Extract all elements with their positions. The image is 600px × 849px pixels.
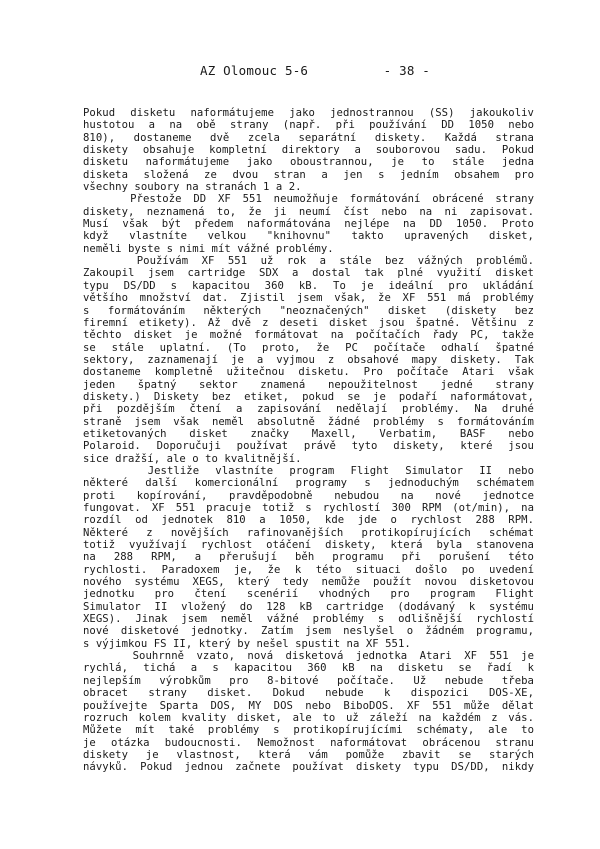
text-line: většího množství dat. Zjistil jsem však, že XF 551 má problémy xyxy=(83,292,534,305)
text-line: straně jsem však neměl absolutně žádné problémy s formátováním xyxy=(83,415,534,428)
text-line: Musí však být předem naformátována nejlépe na DD 1050. Proto xyxy=(83,218,534,231)
text-line: je otázka budoucnosti. Nemožnost naformátovat obrácenou stranu xyxy=(83,736,534,749)
text-line: při pozdějším čtení a zapisování nedělají problémy. Na druhé xyxy=(83,403,534,416)
text-line: používejte Sparta DOS, MY DOS nebo BiboDOS. XF 551 může dělat xyxy=(83,699,534,712)
text-line: typu DS/DD s kapacitou 360 kB. To je ideální pro ukládání xyxy=(83,279,534,292)
text-line: obracet strany disket. Dokud nebude k dispozici DOS-XE, xyxy=(83,687,534,700)
text-line: všechny soubory na stranách 1 a 2. xyxy=(83,181,302,194)
text-line: když vlastníte velkou "knihovnu" takto upravených disket, xyxy=(83,230,534,243)
text-line: neměli byste s nimi mít vážné problémy. xyxy=(83,242,334,255)
text-line: disketu naformátujeme jako oboustrannou, je to stále jedna xyxy=(83,156,534,169)
text-line: diskety obsahuje kompletní direktory a souborovou sadu. Pokud xyxy=(83,144,534,157)
text-line: s výjimkou FS II, který by nešel spustit na XF 551. xyxy=(83,637,411,650)
page-number: - 38 - xyxy=(383,63,430,78)
text-line: nejlepším výrobkům pro 8-bitové počítače. Už nebude třeba xyxy=(83,674,534,687)
text-line: XEGS). Jinak jsem neměl vážné problémy s odlišnější rychlostí xyxy=(83,613,534,626)
text-line: Souhrnně vzato, nová disketová jednotka Atari XF 551 je xyxy=(83,650,534,663)
text-line: rozruch kolem kvality disket, ale to už záleží na každém z vás. xyxy=(83,711,534,724)
text-line: hustotou a na obě strany (např. při používání DD 1050 nebo xyxy=(83,119,534,132)
text-line: s formátováním některých "neoznačených" disket (diskety bez xyxy=(83,304,534,317)
text-line: Přestože DD XF 551 neumožňuje formátování obrácené strany xyxy=(83,193,534,206)
text-line: na 288 RPM, a přerušují běh programu při porušení této xyxy=(83,551,534,564)
text-line: diskety je vlastnost, která vám pomůže zbavit se starých xyxy=(83,748,534,761)
text-line: rychlá, tichá a s kapacitou 360 kB na disketu se řadí k xyxy=(83,662,534,675)
page-header xyxy=(200,63,430,78)
text-line: dostaneme kompletně užitečnou disketu. Pro počítače Atari však xyxy=(83,366,534,379)
text-line: některé další komercionální programy s jednoduchým schématem xyxy=(83,477,534,490)
text-line: jeden špatný sektor znamená nepoužitelnost jedné strany xyxy=(83,378,534,391)
text-line: těchto disket je možné formátovat na počítačích řady PC, takže xyxy=(83,329,534,342)
text-line: nového systému XEGS, který tedy nemůže použít novou disketovou xyxy=(83,576,534,589)
text-line: návyků. Pokud jednou začnete používat diskety typu DS/DD, nikdy xyxy=(83,761,534,774)
text-line: jednotku pro čtení scenérií vhodných pro program Flight xyxy=(83,588,534,601)
text-line: diskety.) Diskety bez etiket, pokud se je podaří naformátovat, xyxy=(83,390,534,403)
text-line: Polaroid. Doporučuji používat právě tyto diskety, které jsou xyxy=(83,440,534,453)
text-line: rozdíl od jednotek 810 a 1050, kde jde o rychlost 288 RPM. xyxy=(83,514,534,527)
text-line: Simulator II vložený do 128 kB cartridge (dodávaný k systému xyxy=(83,600,534,613)
text-line: se stále uplatní. (To proto, že PC počítače odhalí špatné xyxy=(83,341,534,354)
text-line: Zakoupil jsem cartridge SDX a dostal tak plné využití disket xyxy=(83,267,534,280)
text-line: firemní etikety). Až dvě z deseti disket jsou špatné. Většinu z xyxy=(83,316,534,329)
article-body xyxy=(83,107,534,774)
header-source: AZ Olomouc 5-6 xyxy=(200,63,309,78)
text-line: disketa složená ze dvou stran a jen s jedním obsahem pro xyxy=(83,168,534,181)
text-line: diskety, neznamená to, že ji neumí číst nebo na ni zapisovat. xyxy=(83,205,534,218)
text-line: Některé z novějších rafinovanějších protikopírujících schémat xyxy=(83,526,534,539)
text-line: Jestliže vlastníte program Flight Simulator II nebo xyxy=(83,464,534,477)
text-line: sektory, zaznamenají je a vyjmou z obsahové mapy diskety. Tak xyxy=(83,353,534,366)
text-line: Můžete mít také problémy s protikopírujícími schématy, ale to xyxy=(83,724,534,737)
text-line: rychlosti. Paradoxem je, že k této situaci došlo po uvedení xyxy=(83,563,534,576)
text-line: proti kopírování, pravděpodobně nebudou na nové jednotce xyxy=(83,489,534,502)
text-line: nové disketové jednotky. Zatím jsem neslyšel o žádném programu, xyxy=(83,625,534,638)
text-line: 810), dostaneme dvě zcela separátní diskety. Každá strana xyxy=(83,131,534,144)
text-line: Pokud disketu naformátujeme jako jednostrannou (SS) jakoukoliv xyxy=(83,107,534,119)
text-line: totiž využívají rychlost otáčení diskety, která byla stanovena xyxy=(83,539,534,552)
text-line: etiketovaných disket značky Maxell, Verbatim, BASF nebo xyxy=(83,427,534,440)
text-line: Používám XF 551 už rok a stále bez vážných problémů. xyxy=(83,255,534,268)
text-line: fungovat. XF 551 pracuje totiž s rychlostí 300 RPM (ot/min), na xyxy=(83,502,534,514)
text-line: sice dražší, ale o to kvalitnější. xyxy=(83,452,302,465)
